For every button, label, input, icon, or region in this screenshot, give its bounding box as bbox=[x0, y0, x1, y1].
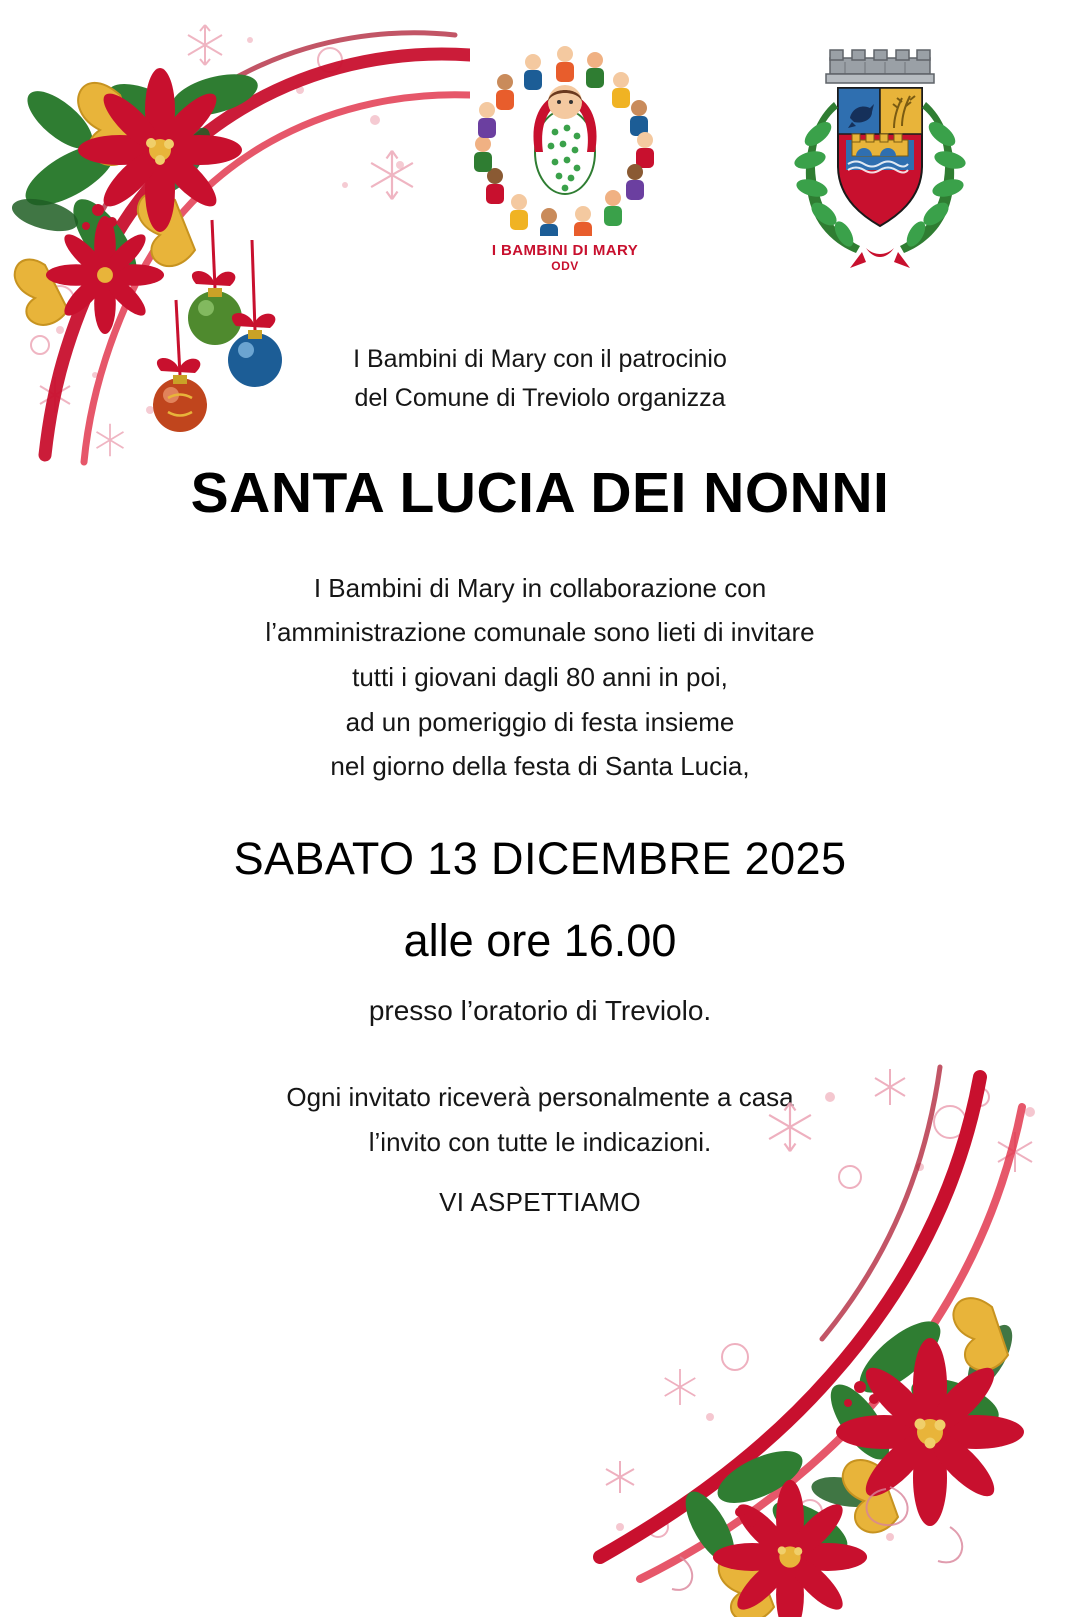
body-line-4: ad un pomeriggio di festa insieme bbox=[345, 706, 735, 737]
intro-line-2: del Comune di Treviolo organizza bbox=[354, 383, 726, 412]
body-line-3: tutti i giovani dagli 80 anni in poi, bbox=[352, 661, 728, 692]
closing-line: VI ASPETTIAMO bbox=[439, 1186, 641, 1217]
body-line-5: nel giorno della festa di Santa Lucia, bbox=[330, 751, 750, 782]
page-title: SANTA LUCIA DEI NONNI bbox=[190, 460, 890, 525]
event-time: alle ore 16.00 bbox=[403, 915, 677, 967]
poster-content bbox=[0, 340, 1080, 1218]
event-venue: presso l’oratorio di Treviolo. bbox=[368, 995, 712, 1027]
logo-bambini-di-mary bbox=[460, 40, 670, 273]
comune-coat-of-arms-icon bbox=[790, 48, 970, 278]
children-circle-icon bbox=[467, 40, 663, 236]
logo-bambini-label: I BAMBINI DI MARY bbox=[491, 242, 639, 259]
note-line-2: l’invito con tutte le indicazioni. bbox=[368, 1126, 712, 1157]
event-date: SABATO 13 DICEMBRE 2025 bbox=[233, 833, 847, 885]
invitation-note bbox=[90, 1075, 990, 1217]
body-line-2: l’amministrazione comunale sono lieti di invitare bbox=[265, 617, 815, 648]
body-line-1: I Bambini di Mary in collaborazione con bbox=[313, 572, 767, 603]
intro-line-1: I Bambini di Mary con il patrocinio bbox=[353, 345, 727, 373]
note-line-1: Ogni invitato riceverà personalmente a casa bbox=[286, 1082, 794, 1113]
logo-bambini-sublabel: ODV bbox=[551, 259, 579, 273]
